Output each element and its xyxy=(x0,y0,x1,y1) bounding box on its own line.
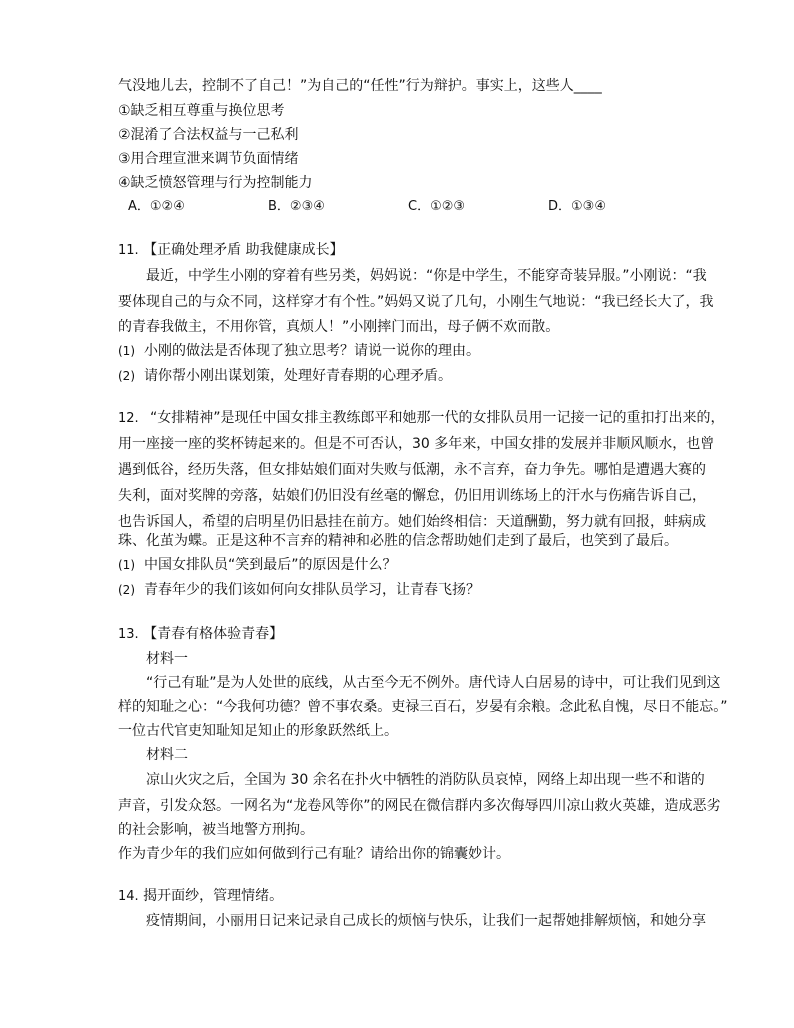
q11-sub-1-number: (1) xyxy=(118,344,135,358)
q12-sub-1 xyxy=(118,555,397,575)
q13-material-1-label: 材料一 xyxy=(146,651,188,667)
q12-sub-2-text: 青春年少的我们该如何向女排队员学习，让青春飞扬？ xyxy=(144,582,480,598)
q12-sub-2-number: (2) xyxy=(118,583,135,597)
q11-line-2: 要体现自己的与众不同，这样穿才有个性。”妈妈又说了几句，小刚生气地说：“我已经长大了，我 xyxy=(118,294,714,310)
q10-statement-4: ④缺乏愤怒管理与行为控制能力 xyxy=(118,175,313,191)
q12-line-2: 用一座接一座的奖杯铸起来的。但是不可否认，30 多年来，中国女排的发展并非顺风顺水，也曾 xyxy=(118,436,715,452)
q12-line-6: 珠、化茧为蝶。正是这种不言弃的精神和必胜的信念帮助她们走到了最后，也笑到了最后。 xyxy=(118,533,678,549)
q13-material-2-label: 材料二 xyxy=(146,747,188,763)
q10-stem: 气没地儿去，控制不了自己！”为自己的“任性”行为辩护。事实上，这些人____ xyxy=(118,78,602,94)
q14-title: 揭开面纱，管理情绪。 xyxy=(143,888,284,904)
q12-line-4: 失利，面对奖牌的旁落，姑娘们仍旧没有丝毫的懈怠，仍旧用训练场上的汗水与伤痛告诉自己， xyxy=(118,488,706,504)
q14-number: 14. xyxy=(118,889,139,904)
q12-sub-1-number: (1) xyxy=(118,558,135,572)
q13-question: 作为青少年的我们应如何做到行己有耻？请给出你的锦囊妙计。 xyxy=(118,846,510,862)
q13-material-1-line-1: “行己有耻”是为人处世的底线，从古至今无不例外。唐代诗人白居易的诗中，可让我们见到这 xyxy=(146,675,721,691)
q12-line-1 xyxy=(118,408,725,429)
q11-sub-2 xyxy=(118,366,452,386)
q11-sub-2-number: (2) xyxy=(118,369,135,383)
q12-line-1-text: “女排精神”是现任中国女排主教练郎平和她那一代的女排队员用一记接一记的重扣打出来的， xyxy=(150,410,725,426)
q11-sub-1-text: 小刚的做法是否体现了独立思考？请说一说你的理由。 xyxy=(144,343,480,359)
q12-line-5: 也告诉国人，希望的启明星仍旧悬挂在前方。她们始终相信：天道酬勤，努力就有回报，蚌病成 xyxy=(118,514,706,530)
q11-heading xyxy=(118,240,344,261)
q13-title: 【青春有格体验青春】 xyxy=(143,626,284,642)
q11-sub-2-text: 请你帮小刚出谋划策，处理好青春期的心理矛盾。 xyxy=(144,368,452,384)
q11-line-3: 的青春我做主，不用你管，真烦人！”小刚摔门而出，母子俩不欢而散。 xyxy=(118,319,560,335)
q12-sub-1-text: 中国女排队员“笑到最后”的原因是什么？ xyxy=(144,557,397,573)
q10-statement-1: ①缺乏相互尊重与换位思考 xyxy=(118,103,285,119)
q11-title: 【正确处理矛盾 助我健康成长】 xyxy=(143,242,344,258)
q13-material-2-line-2: 声音，引发众怒。一网名为“龙卷风等你”的网民在微信群内多次侮辱四川凉山救火英雄，造成恶劣 xyxy=(118,798,721,814)
q12-line-3: 遇到低谷，经历失落，但女排姑娘们面对失败与低潮，永不言弃，奋力争先。哪怕是遭遇大赛的 xyxy=(118,462,706,478)
q12-sub-2 xyxy=(118,580,480,600)
q13-material-2-line-1: 凉山火灾之后，全国为 30 余名在扑火中牺牲的消防队员哀悼，网络上却出现一些不和谐的 xyxy=(146,772,705,788)
q11-number: 11. xyxy=(118,243,139,258)
q12-number: 12. xyxy=(118,411,139,426)
q13-material-1-line-2: 样的知耻之心：“今我何功德？曾不事农桑。吏禄三百石，岁晏有余粮。念此私自愧，尽日不能忘。” xyxy=(118,699,728,715)
q13-material-2-line-3: 的社会影响，被当地警方刑拘。 xyxy=(118,822,314,838)
q10-option-a: A．①②④ xyxy=(128,199,185,214)
q14-line-1: 疫情期间，小丽用日记来记录自己成长的烦恼与快乐，让我们一起帮她排解烦恼，和她分享 xyxy=(146,913,706,929)
q11-sub-1 xyxy=(118,341,480,361)
q14-heading xyxy=(118,886,283,907)
q11-line-1: 最近，中学生小刚的穿着有些另类，妈妈说：“你是中学生，不能穿奇装异服。”小刚说：“我 xyxy=(146,268,707,284)
q13-material-1-line-3: 一位古代官吏知耻知足知止的形象跃然纸上。 xyxy=(118,723,398,739)
q13-heading xyxy=(118,624,283,645)
q13-number: 13. xyxy=(118,627,139,642)
q10-statement-3: ③用合理宣泄来调节负面情绪 xyxy=(118,151,299,167)
q10-option-b: B．②③④ xyxy=(268,199,325,214)
q10-option-c: C．①②③ xyxy=(408,199,466,214)
q10-statement-2: ②混淆了合法权益与一己私利 xyxy=(118,127,299,143)
q10-option-d: D．①③④ xyxy=(548,199,606,214)
